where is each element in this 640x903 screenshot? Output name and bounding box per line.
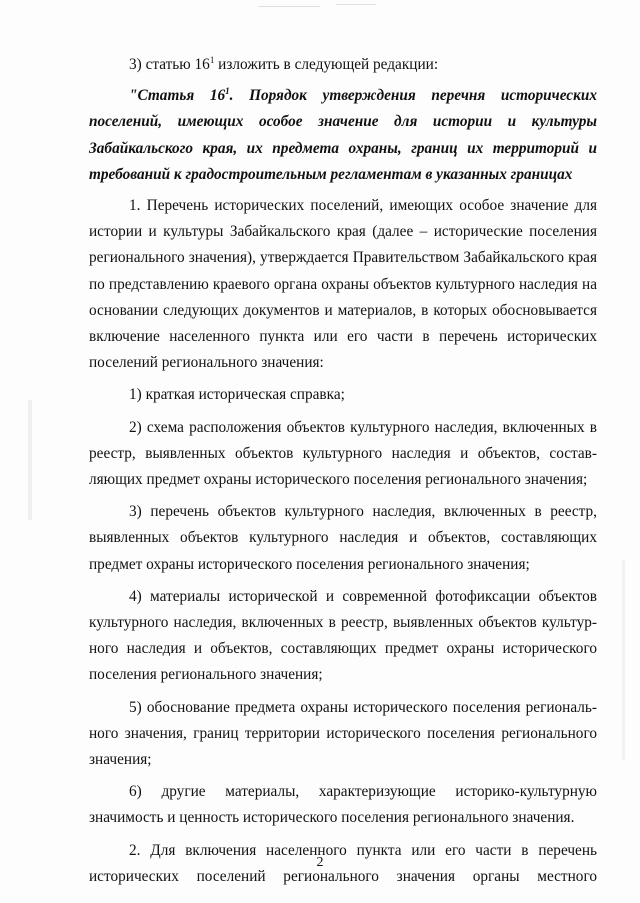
p1-line: истории и культуры Забайкальского края (далее – исторические поселения bbox=[89, 223, 597, 241]
scan-artifact-right bbox=[622, 560, 625, 760]
item-1-line: 1) краткая историческая справка; bbox=[129, 386, 345, 404]
item-4-line: ного наследия и объектов, составляющих предмет охраны исторического bbox=[89, 640, 597, 658]
p2-line: исторических поселений регионального значения органы местного bbox=[89, 867, 597, 885]
scan-artifact-top-2 bbox=[336, 4, 376, 5]
p2-line: 2. Для включения населенного пункта или его части в перечень bbox=[129, 841, 597, 859]
paragraph-1 bbox=[89, 193, 597, 376]
intro-paragraph bbox=[89, 52, 597, 78]
item-2-line: ляющих предмет охраны исторического поселения регионального значения; bbox=[89, 471, 588, 489]
scan-artifact-left bbox=[28, 400, 32, 520]
item-4-line: поселения регионального значения; bbox=[89, 666, 323, 684]
item-5-line: ного значения, границ территории исторического поселения регионального bbox=[89, 724, 597, 742]
p1-line: поселений регионального значения: bbox=[89, 354, 324, 372]
document-body bbox=[89, 52, 597, 890]
p1-line: по представлению краевого органа охраны объектов культурного наследия на bbox=[89, 275, 597, 293]
p1-line: 1. Перечень исторических поселений, имеющих особое значение для bbox=[129, 197, 597, 215]
item-3-line: 3) перечень объектов культурного наследия, включенных в реестр, bbox=[129, 503, 597, 521]
item-6 bbox=[89, 779, 597, 831]
item-2-line: реестр, выявленных объектов культурного наследия и объектов, состав- bbox=[89, 444, 597, 462]
item-1 bbox=[89, 382, 597, 408]
item-6-line: 6) другие материалы, характеризующие историко-культурную bbox=[129, 783, 597, 801]
item-4-line: культурного наследия, включенных в реестр, выявленных объектов культур- bbox=[89, 614, 597, 632]
article-heading bbox=[89, 83, 597, 188]
heading-line-4: требований к градостроительным регламентам в указанных границах bbox=[89, 165, 573, 183]
scan-artifact-top bbox=[258, 6, 320, 7]
item-4 bbox=[89, 584, 597, 689]
item-2 bbox=[89, 415, 597, 494]
item-5 bbox=[89, 695, 597, 774]
page-number: 2 bbox=[316, 855, 324, 870]
item-5-line: 5) обоснование предмета охраны исторического поселения региональ- bbox=[129, 698, 597, 716]
item-3-line: предмет охраны исторического поселения регионального значения; bbox=[89, 555, 530, 573]
heading-line-2: поселений, имеющих особое значение для истории и культуры bbox=[89, 113, 597, 131]
item-4-line: 4) материалы исторической и современной фотофиксации объектов bbox=[129, 587, 597, 605]
p1-line: включение населенного пункта или его части в перечень исторических bbox=[89, 328, 597, 346]
intro-line: 3) статью $16^1$ изложить в следующей редакции: bbox=[129, 54, 439, 73]
item-5-line: значения; bbox=[89, 751, 152, 769]
item-6-line: значимость и ценность исторического поселения регионального значения. bbox=[89, 809, 575, 827]
heading-line-3: Забайкальского края, их предмета охраны, границ их территорий и bbox=[89, 139, 597, 157]
p1-line: регионального значения), утверждается Правительством Забайкальского края bbox=[89, 249, 597, 267]
item-2-line: 2) схема расположения объектов культурного наследия, включенных в bbox=[129, 418, 597, 436]
p1-line: основании следующих документов и материалов, в которых обосновывается bbox=[89, 301, 597, 319]
heading-line-1: "Статья $16^1$. Порядок утверждения перечня исторических bbox=[129, 86, 598, 105]
item-3 bbox=[89, 499, 597, 578]
item-3-line: выявленных объектов культурного наследия и объектов, составляющих bbox=[89, 529, 597, 547]
